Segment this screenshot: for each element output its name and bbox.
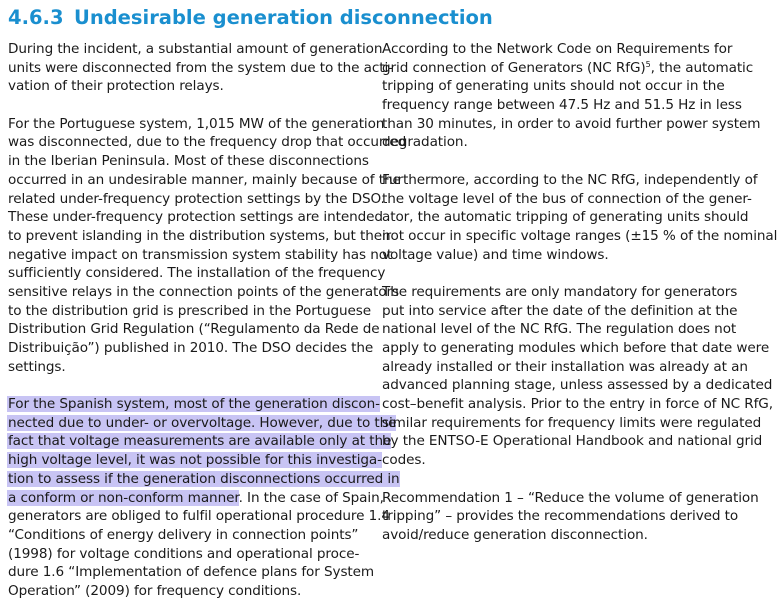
text-line: According to the Network Code on Requirements for (382, 41, 733, 57)
text-line: advanced planning stage, unless assessed by a dedicated (382, 377, 773, 394)
text-line: vation of their protection relays. (8, 78, 224, 95)
text-line: by the ENTSO-E Operational Handbook and national grid (382, 433, 763, 450)
text-line: frequency range between 47.5 Hz and 51.5 Hz in less (382, 97, 742, 114)
text-line: Furthermore, according to the NC RfG, independently of (382, 171, 758, 188)
text-line: in the Iberian Peninsula. Most of these disconnections (8, 153, 369, 170)
text-line: than 30 minutes, in order to avoid further power system (382, 115, 761, 132)
text-line: During the incident, a substantial amount of generation (8, 41, 383, 57)
text-line: dure 1.6 “Implementation of defence plans for System (8, 564, 375, 581)
text-line: cost–benefit analysis. Prior to the entry in force of NC RfG, (382, 396, 773, 413)
text-line-with-footnote (382, 59, 754, 78)
left-paragraph-1 (8, 40, 393, 96)
highlighted-line (8, 489, 384, 508)
text-line: Distribuição”) published in 2010. The DSO decides the (8, 340, 374, 356)
text-line: occurred in an undesirable manner, mainly because of the (8, 171, 401, 188)
text-line: units were disconnected from the system due to the acti- (8, 59, 393, 76)
footnote-mark[interactable]: 5 (645, 59, 651, 69)
text-line: already installed or their installation was already at an (382, 358, 748, 375)
section-number: 4.6.3 (8, 6, 64, 29)
right-column (382, 40, 777, 545)
right-paragraph-3 (382, 283, 773, 470)
text-line: the voltage level of the bus of connection of the gener- (382, 190, 752, 207)
text-line: to prevent islanding in the distribution systems, but their (8, 227, 392, 244)
text-highlight: fact that voltage measurements are available only at the (8, 433, 392, 450)
highlighted-line (8, 432, 392, 451)
right-paragraph-1 (382, 40, 761, 152)
text-line: similar requirements for frequency limits were regulated (382, 414, 762, 431)
right-paragraph-2 (382, 171, 777, 264)
text-highlight: For the Spanish system, most of the generation discon- (8, 396, 380, 413)
text-line: tripping” – provides the recommendations derived to (382, 508, 739, 525)
text-line: settings. (8, 358, 66, 375)
text-line: related under-frequency protection settings by the DSO. (8, 190, 385, 207)
text-line: put into service after the date of the definition at the (382, 302, 738, 319)
text-highlight: nected due to under- or overvoltage. However, due to the (8, 414, 397, 431)
text-line: to the distribution grid is prescribed in the Portuguese (8, 302, 372, 319)
text-line: Distribution Grid Regulation (“Regulamento da Rede de (8, 321, 380, 338)
text-line: avoid/reduce generation disconnection. (382, 526, 648, 543)
section-title: Undesirable generation disconnection (74, 6, 493, 29)
highlighted-line (8, 395, 380, 414)
section-heading (8, 4, 493, 32)
text-line: negative impact on transmission system stability has not (8, 246, 393, 263)
text-line: These under-frequency protection settings are intended (8, 209, 383, 226)
text-highlight: tion to assess if the generation disconnections occurred in (8, 470, 400, 487)
text-line: The requirements are only mandatory for generators (382, 283, 738, 300)
text-line: sufficiently considered. The installation of the frequency (8, 265, 386, 282)
text-line: was disconnected, due to the frequency drop that occurred (8, 134, 407, 151)
highlighted-line (8, 414, 397, 433)
text-line: tripping of generating units should not occur in the (382, 78, 725, 95)
text-line: ator, the automatic tripping of generating units should (382, 209, 749, 226)
text-segment: , the automatic (650, 59, 754, 76)
text-line: voltage value) and time windows. (382, 246, 609, 263)
text-line: degradation. (382, 134, 468, 151)
text-line: (1998) for voltage conditions and operational proce- (8, 545, 360, 562)
text-line: apply to generating modules which before that date were (382, 340, 770, 356)
text-line: For the Portuguese system, 1,015 MW of the generation (8, 115, 385, 132)
text-highlight: high voltage level, it was not possible for this investiga- (8, 452, 382, 469)
text-line: not occur in specific voltage ranges (±15 % of the nominal (382, 227, 777, 244)
left-paragraph-2 (8, 115, 407, 377)
highlighted-line (8, 470, 400, 489)
text-line: Recommendation 1 – “Reduce the volume of generation (382, 489, 759, 506)
text-highlight: a conform or non-conform manner (8, 489, 239, 506)
text-line: national level of the NC RfG. The regulation does not (382, 321, 737, 338)
text-line: generators are obliged to fulfil operational procedure 1.4 (8, 508, 390, 525)
text-line: sensitive relays in the connection points of the generators (8, 283, 399, 300)
left-paragraph-3 (8, 395, 400, 601)
text-line: codes. (382, 452, 426, 469)
text-segment: grid connection of Generators (NC RfG) (382, 59, 646, 76)
text-line: Operation” (2009) for frequency conditions. (8, 582, 302, 599)
text-line: “Conditions of energy delivery in connection points” (8, 526, 359, 543)
highlighted-line (8, 451, 382, 470)
right-paragraph-4 (382, 489, 759, 545)
text-line-continuation: . In the case of Spain, (238, 489, 384, 506)
